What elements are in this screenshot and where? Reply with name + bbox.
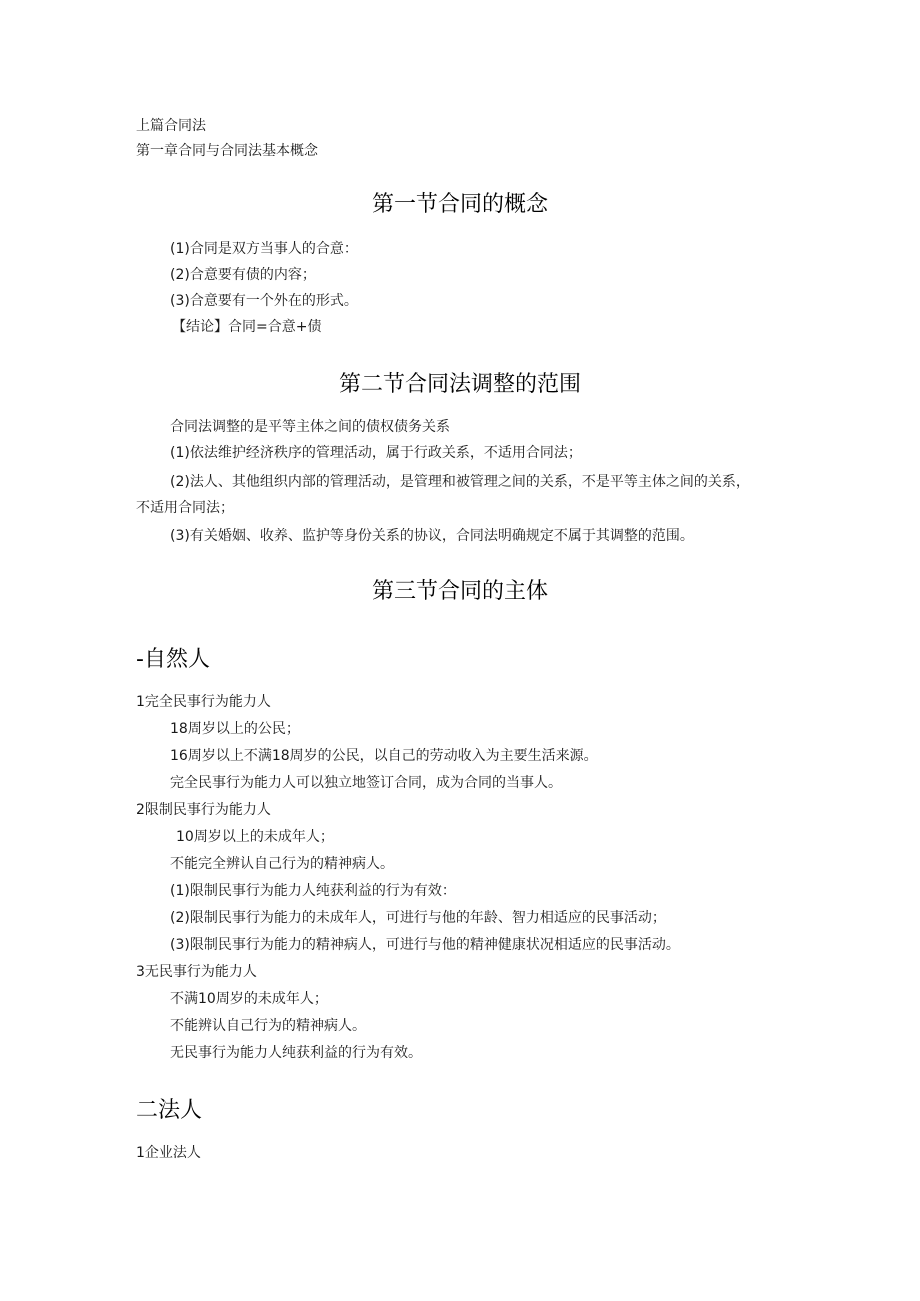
no-capacity-line: 不能辨认自己行为的精神病人。 xyxy=(170,1018,366,1034)
no-capacity-line: 无民事行为能力人纯获利益的行为有效。 xyxy=(170,1045,422,1061)
section2-item-3: (3)有关婚姻、收养、监护等身份关系的协议，合同法明确规定不属于其调整的范围。 xyxy=(170,528,694,544)
section2-intro: 合同法调整的是平等主体之间的债权债务关系 xyxy=(170,419,450,435)
section1-item-2: (2)合意要有债的内容； xyxy=(170,267,316,283)
section1-conclusion: 【结论】合同=合意+债 xyxy=(172,319,322,335)
full-capacity-line: 18周岁以上的公民； xyxy=(170,721,300,737)
chapter-title: 第一章合同与合同法基本概念 xyxy=(136,143,318,159)
section1-item-1: (1)合同是双方当事人的合意： xyxy=(170,241,358,257)
section2-item-1: (1)依法维护经济秩序的管理活动，属于行政关系，不适用合同法； xyxy=(170,445,582,461)
section1-title: 第一节合同的概念 xyxy=(371,192,548,217)
section2-title: 第二节合同法调整的范围 xyxy=(338,372,581,397)
full-capacity-title: 1完全民事行为能力人 xyxy=(136,694,271,710)
limited-capacity-item: (3)限制民事行为能力的精神病人，可进行与他的精神健康状况相适应的民事活动。 xyxy=(170,937,680,953)
part-title: 上篇合同法 xyxy=(136,118,206,134)
full-capacity-line: 16周岁以上不满18周岁的公民，以自己的劳动收入为主要生活来源。 xyxy=(170,748,598,764)
full-capacity-line: 完全民事行为能力人可以独立地签订合同，成为合同的当事人。 xyxy=(170,775,562,791)
section2-item-2-line-2: 不适用合同法； xyxy=(136,500,234,516)
section1-item-3: (3)合意要有一个外在的形式。 xyxy=(170,293,358,309)
natural-person-heading: -自然人 xyxy=(136,647,210,672)
section3-title: 第三节合同的主体 xyxy=(371,579,548,604)
limited-capacity-mental: 不能完全辨认自己行为的精神病人。 xyxy=(170,856,394,872)
limited-capacity-item: (2)限制民事行为能力的未成年人，可进行与他的年龄、智力相适应的民事活动； xyxy=(170,910,666,926)
limited-capacity-item: (1)限制民事行为能力人纯获利益的行为有效： xyxy=(170,883,456,899)
legal-person-heading: 二法人 xyxy=(136,1098,203,1123)
no-capacity-line: 不满10周岁的未成年人； xyxy=(170,991,328,1007)
limited-capacity-minor: 10周岁以上的未成年人； xyxy=(176,829,334,845)
enterprise-legal-person: 1企业法人 xyxy=(136,1145,201,1161)
limited-capacity-title: 2限制民事行为能力人 xyxy=(136,802,271,818)
no-capacity-title: 3无民事行为能力人 xyxy=(136,964,257,980)
section2-item-2-line-1: (2)法人、其他组织内部的管理活动，是管理和被管理之间的关系，不是平等主体之间的关系， xyxy=(170,474,750,490)
